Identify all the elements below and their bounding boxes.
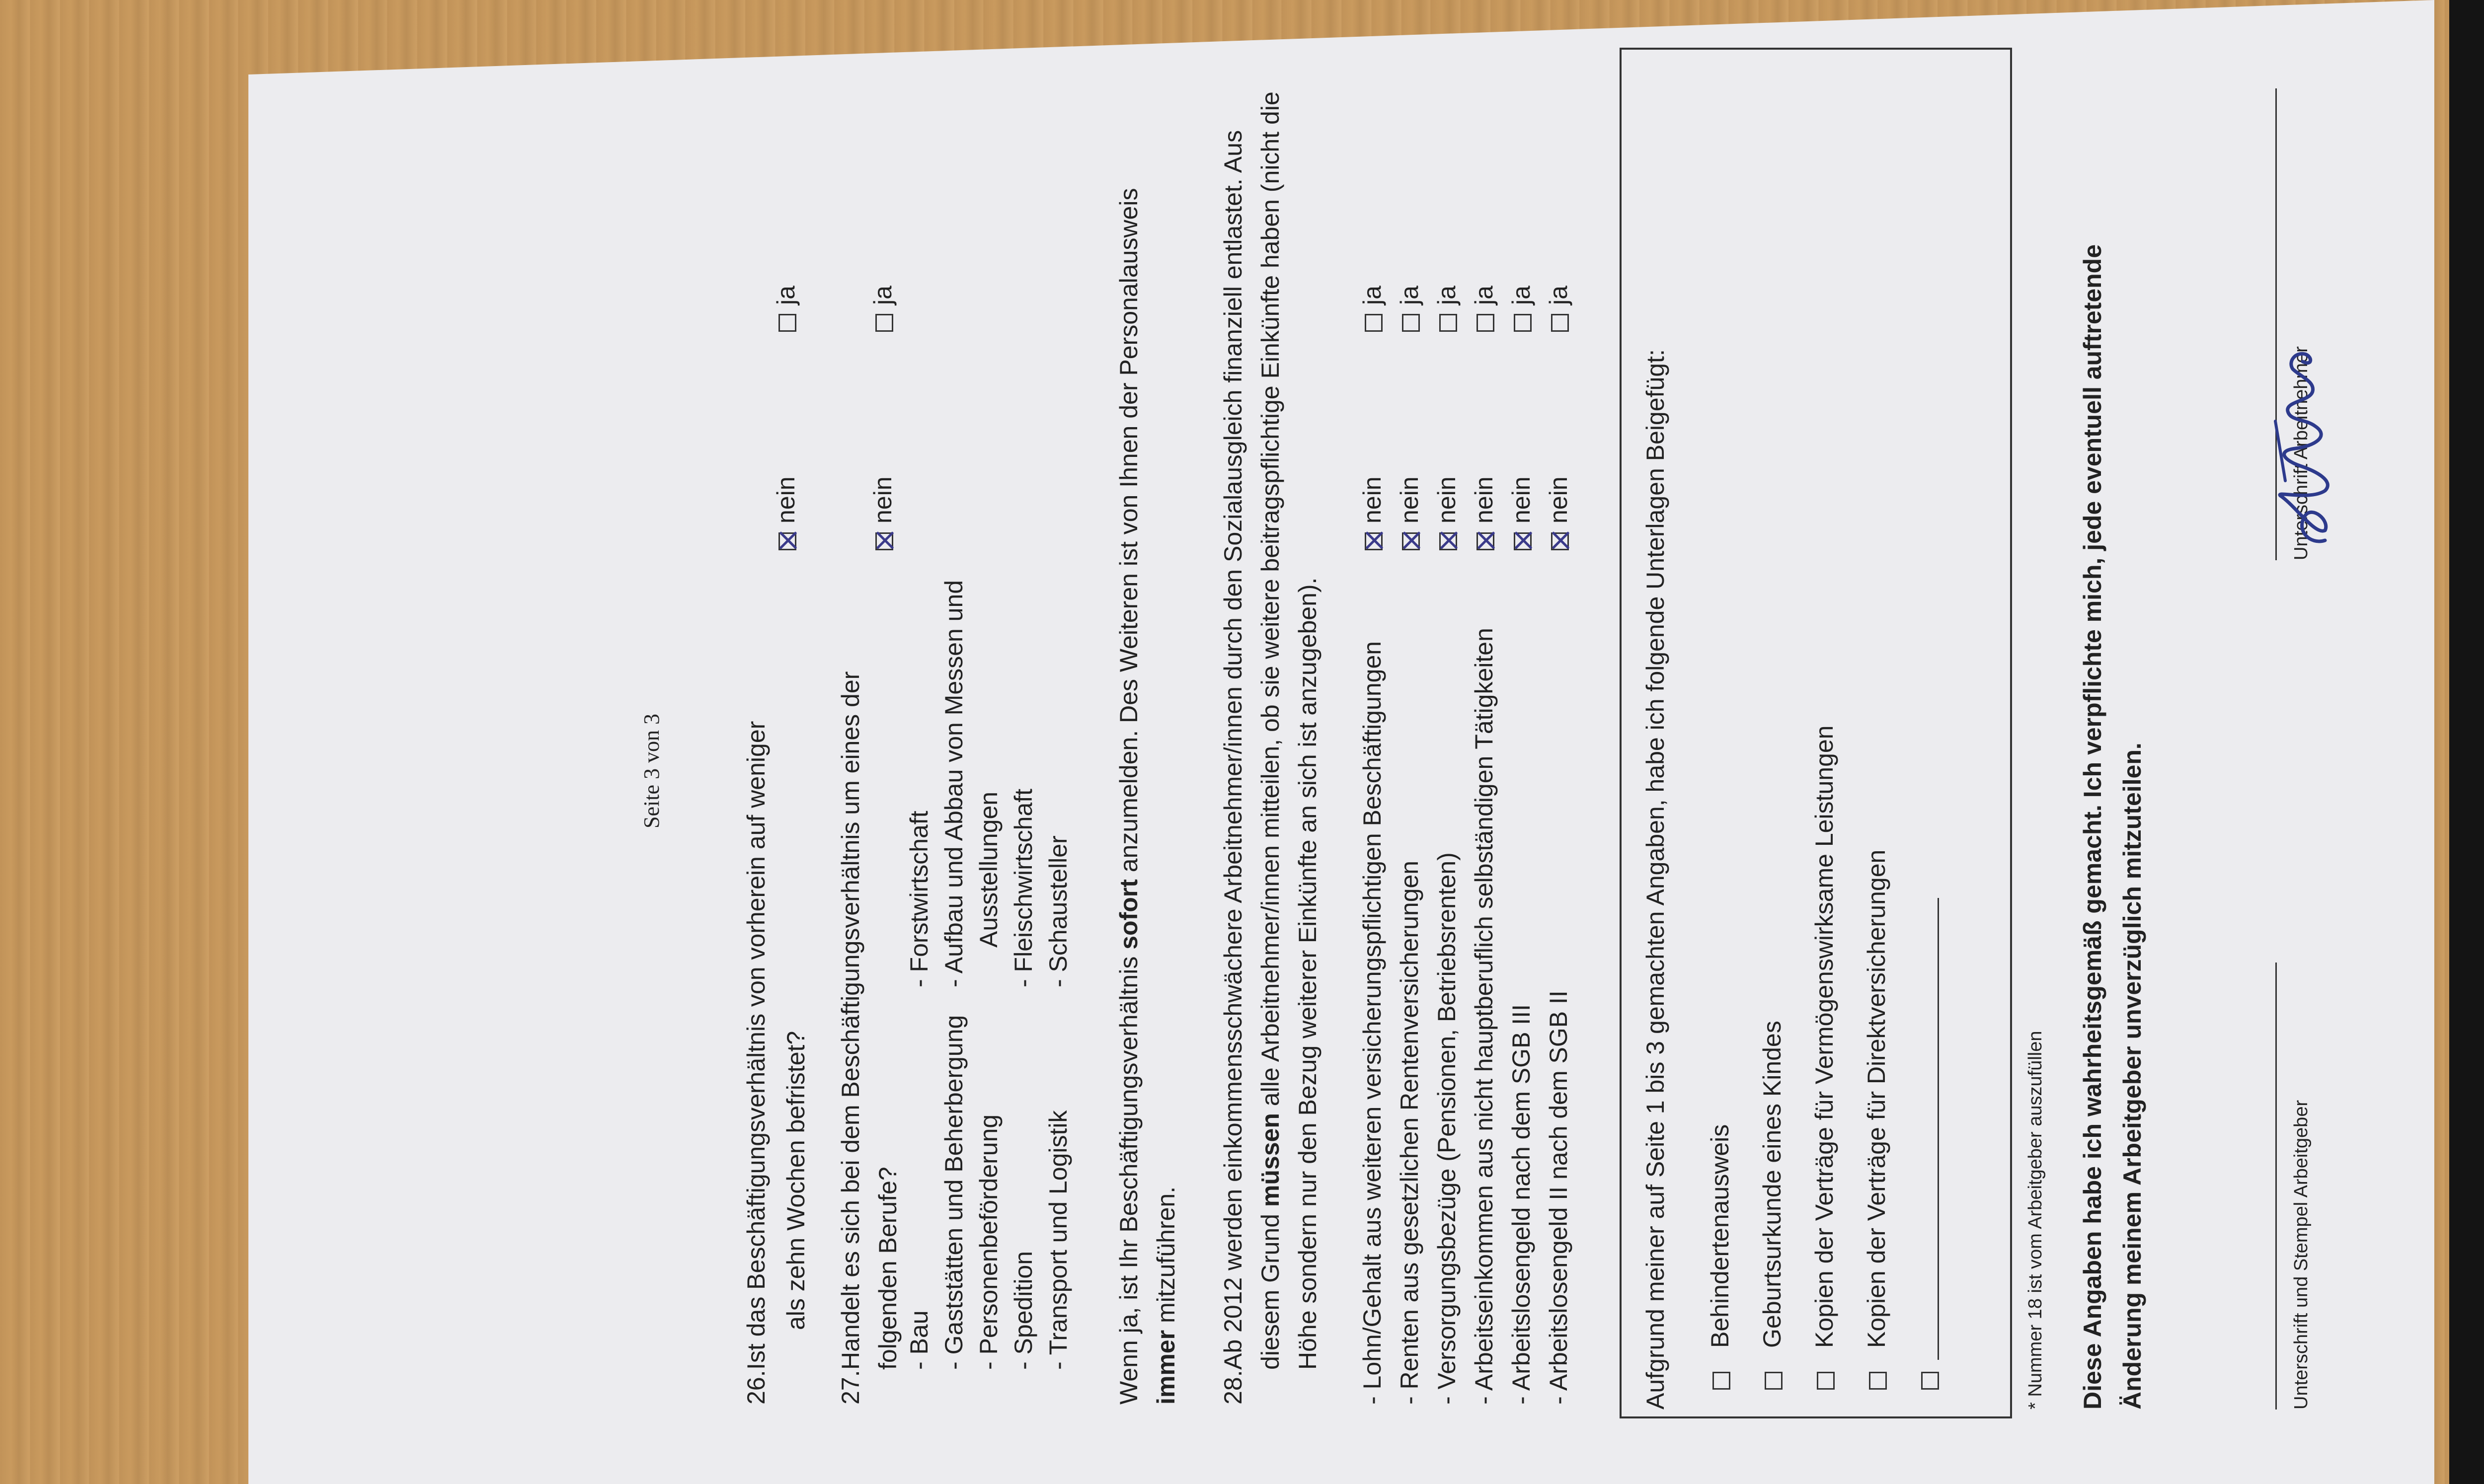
employer-signature-line[interactable] xyxy=(2275,963,2277,1410)
page-label: Seite 3 von 3 xyxy=(639,714,664,828)
nein-label: nein xyxy=(1358,476,1386,523)
attachment-option-other[interactable] xyxy=(1913,1363,1944,1390)
q27-occupation: - Gaststätten und Beherbergung xyxy=(940,1015,968,1370)
q26-ja-option[interactable] xyxy=(770,286,802,332)
q27-occupation: - Aufbau und Abbau von Messen und xyxy=(940,580,968,987)
q28-item3-ja-option[interactable] xyxy=(1431,286,1463,332)
employer-signature-label: Unterschrift und Stempel Arbeitgeber xyxy=(2291,1100,2312,1410)
q28-item6-nein-option[interactable] xyxy=(1543,476,1574,550)
q28-item: - Versorgungsbezüge (Pensionen, Betriebsrenten) xyxy=(1433,852,1461,1405)
q28-item: - Lohn/Gehalt aus weiteren versicherungspflichtigen Beschäftigungen xyxy=(1358,641,1386,1405)
ja-label: ja xyxy=(1396,286,1423,305)
q27-occupation: - Fleischwirtschaft xyxy=(1009,788,1037,987)
q26-ja-label: ja xyxy=(772,286,800,305)
checkbox-checked[interactable] xyxy=(1514,532,1532,550)
q28-number: 28. xyxy=(1219,1370,1247,1405)
q26-text-line1: Ist das Beschäftigungsverhältnis von vorherein auf weniger xyxy=(742,721,770,1370)
attachments-heading: Aufgrund meiner auf Seite 1 bis 3 gemachten Angaben, habe ich folgende Unterlagen Beigefügt: xyxy=(1641,349,1669,1410)
q28-item5-nein-option[interactable] xyxy=(1505,476,1537,550)
q28-text: alle Arbeitnehmer/innen mitteilen, ob sie weitere beitragspflichtige Einkünfte haben (nicht die xyxy=(1256,91,1284,1113)
notice-bold-immer: immer xyxy=(1152,1330,1180,1405)
q26-ja-checkbox[interactable] xyxy=(778,314,796,332)
checkbox[interactable] xyxy=(1551,314,1569,332)
checkbox[interactable] xyxy=(1765,1372,1783,1390)
q28-item3-nein-option[interactable] xyxy=(1431,476,1463,550)
q27-nein-option[interactable] xyxy=(867,476,899,550)
q27-nein-label: nein xyxy=(869,476,897,523)
attachment-option[interactable] xyxy=(1861,850,1892,1390)
q27-nein-checkbox-checked[interactable] xyxy=(875,532,893,550)
nein-label: nein xyxy=(1545,476,1572,523)
ja-label: ja xyxy=(1507,286,1535,305)
nein-label: nein xyxy=(1396,476,1423,523)
attachment-option[interactable] xyxy=(1756,1021,1788,1390)
q26-nein-checkbox-checked[interactable] xyxy=(778,532,796,550)
q27-ja-label: ja xyxy=(869,286,897,305)
attachment-label: Behindertenausweis xyxy=(1706,1124,1734,1348)
q27-ja-option[interactable] xyxy=(867,286,899,332)
q28-item: - Arbeitslosengeld II nach dem SGB II xyxy=(1545,990,1572,1405)
q28-item5-ja-option[interactable] xyxy=(1505,286,1537,332)
attachment-other-line[interactable] xyxy=(1938,898,1939,1360)
q28-item4-ja-option[interactable] xyxy=(1468,286,1500,332)
checkbox[interactable] xyxy=(1365,314,1383,332)
q28-item4-nein-option[interactable] xyxy=(1468,476,1500,550)
employee-signature-label: Unterschrift Arbeitnehmer xyxy=(2291,346,2312,560)
q28-bold-muessen: müssen xyxy=(1256,1113,1284,1207)
q27-occupation: - Forstwirtschaft xyxy=(905,811,933,987)
q28-item2-ja-option[interactable] xyxy=(1394,286,1425,332)
q28-item6-ja-option[interactable] xyxy=(1543,286,1574,332)
q28-item2-nein-option[interactable] xyxy=(1394,476,1425,550)
q27-number: 27. xyxy=(837,1370,864,1405)
q27-occupation: - Schausteller xyxy=(1044,835,1072,987)
ja-label: ja xyxy=(1545,286,1572,305)
notice-text: Wenn ja, ist Ihr Beschäftigungsverhältnis xyxy=(1115,949,1143,1405)
notice-line2 xyxy=(1150,1187,1182,1405)
q28-item: - Renten aus gesetzlichen Rentenversicherungen xyxy=(1396,860,1423,1405)
checkbox[interactable] xyxy=(1514,314,1532,332)
q28-text-line1: Ab 2012 werden einkommensschwächere Arbeitnehmer/innen durch den Sozialausgleich finanziell entlastet. Aus xyxy=(1219,130,1247,1370)
ja-label: ja xyxy=(1470,286,1498,305)
checkbox[interactable] xyxy=(1402,314,1420,332)
q28-item1-ja-option[interactable] xyxy=(1356,286,1388,332)
q27-text-line1: Handelt es sich bei dem Beschäftigungsverhältnis um eines der xyxy=(837,671,864,1370)
attachment-option[interactable] xyxy=(1808,726,1840,1390)
notice-text: mitzuführen. xyxy=(1152,1186,1180,1330)
q28-text-line3: Höhe sondern nur den Bezug weiterer Einkünfte an sich ist anzugeben). xyxy=(1294,577,1321,1370)
attachment-label: Geburtsurkunde eines Kindes xyxy=(1758,1021,1786,1348)
q28-item: - Arbeitseinkommen aus nicht hauptberuflich selbständigen Tätigkeiten xyxy=(1470,628,1498,1405)
q27-occupation: - Spedition xyxy=(1009,1251,1037,1370)
checkbox[interactable] xyxy=(1712,1372,1730,1390)
handwritten-signature xyxy=(2265,322,2345,550)
attachment-option[interactable] xyxy=(1704,1124,1736,1390)
q26-nein-option[interactable] xyxy=(770,476,802,550)
attachment-label: Kopien der Verträge für Direktversicherungen xyxy=(1863,849,1890,1348)
checkbox[interactable] xyxy=(1921,1372,1939,1390)
checkbox[interactable] xyxy=(1439,314,1457,332)
checkbox[interactable] xyxy=(1476,314,1494,332)
nein-label: nein xyxy=(1433,476,1461,523)
notice-line1 xyxy=(1113,188,1145,1405)
q26-text-line2: als zehn Wochen befristet? xyxy=(782,1031,810,1330)
q27-ja-checkbox[interactable] xyxy=(875,314,893,332)
dark-background xyxy=(2449,0,2484,1484)
checkbox-checked[interactable] xyxy=(1402,532,1420,550)
q28-item1-nein-option[interactable] xyxy=(1356,476,1388,550)
footnote: * Nummer 18 ist vom Arbeitgeber auszufüllen xyxy=(2025,1031,2046,1410)
checkbox[interactable] xyxy=(1869,1372,1887,1390)
ja-label: ja xyxy=(1358,286,1386,305)
nein-label: nein xyxy=(1470,476,1498,523)
q27-occupation: - Transport und Logistik xyxy=(1044,1110,1072,1370)
q28-item: - Arbeitslosengeld nach dem SGB III xyxy=(1507,1004,1535,1405)
q27-occupation: Ausstellungen xyxy=(975,791,1003,948)
q26-nein-label: nein xyxy=(772,476,800,523)
q26-number: 26. xyxy=(742,1370,770,1405)
attachment-label: Kopien der Verträge für Vermögenswirksame Leistungen xyxy=(1810,725,1838,1348)
q28-text-line2 xyxy=(1254,91,1286,1370)
ja-label: ja xyxy=(1433,286,1461,305)
q27-text-line2: folgenden Berufe? xyxy=(874,1167,902,1370)
checkbox-checked[interactable] xyxy=(1476,532,1494,550)
checkbox-checked[interactable] xyxy=(1365,532,1383,550)
q28-text: diesem Grund xyxy=(1256,1207,1284,1370)
q27-occupation: - Personenbeförderung xyxy=(975,1114,1003,1370)
declaration-line1: Diese Angaben habe ich wahrheitsgemäß gemacht. Ich verpflichte mich, jede eventuell auftretende xyxy=(2079,244,2106,1410)
checkbox[interactable] xyxy=(1817,1372,1835,1390)
q27-occupation: - Bau xyxy=(905,1310,933,1370)
checkbox-checked[interactable] xyxy=(1551,532,1569,550)
notice-bold-sofort: sofort xyxy=(1115,879,1143,950)
notice-text: anzumelden. Des Weiteren ist von Ihnen der Personalausweis xyxy=(1115,188,1143,880)
declaration-line2: Änderung meinem Arbeitgeber unverzüglich mitzuteilen. xyxy=(2118,742,2146,1410)
nein-label: nein xyxy=(1507,476,1535,523)
checkbox-checked[interactable] xyxy=(1439,532,1457,550)
document-page xyxy=(248,54,2434,1484)
